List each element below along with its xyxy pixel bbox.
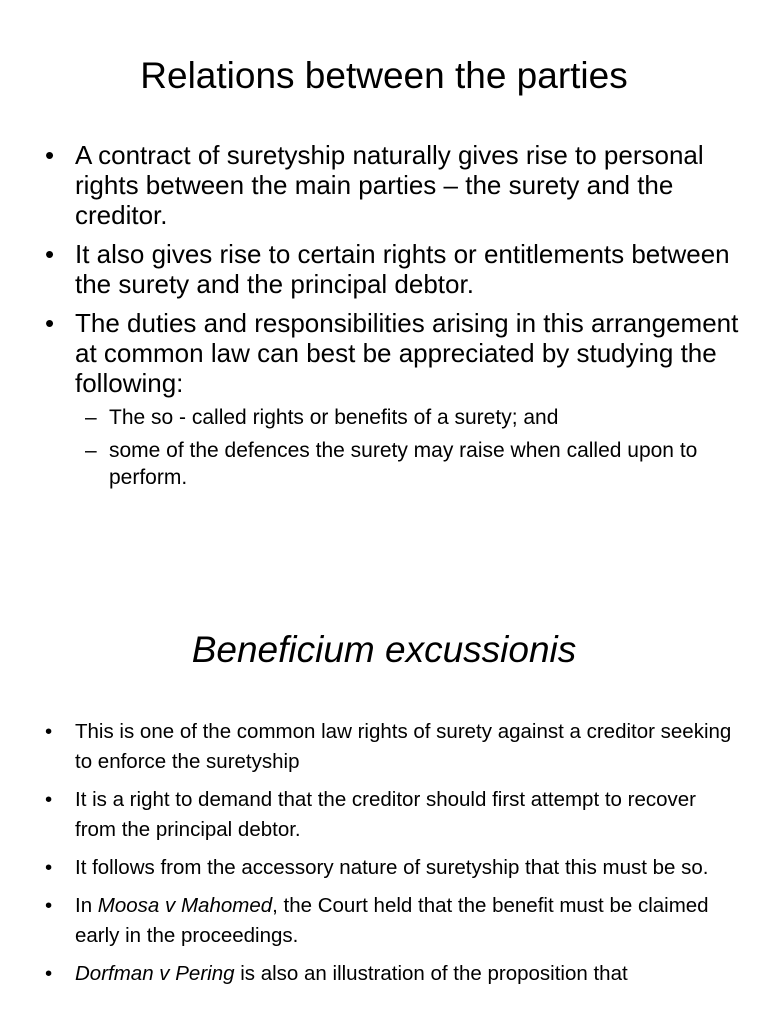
dash-icon: – [85,406,97,429]
bullet-dot-icon: • [45,140,55,170]
bullet-dot-icon: • [45,962,53,985]
sub-list-item: – some of the defences the surety may raise when called upon to perform. [85,439,698,489]
list-item: • Dorfman v Pering is also an illustration of the proposition that [45,959,735,989]
sub-bullet-list [75,404,745,491]
list-item: • It follows from the accessory nature of suretyship that this must be so. [45,853,735,883]
case-name: Moosa v Mahomed [97,894,273,917]
list-item: • In Moosa v Mahomed, the Court held that the benefit must be claimed early in the proceedings. [45,891,735,951]
sub-list-item: – The so - called rights or benefits of a surety; and [85,406,559,429]
list-item: • The duties and responsibilities arising in this arrangement at common law can best be appreciated by studying the following: – The so - called rights or benefits of a surety; and – some of the defences the surety may raise when called upon to perform. [45,308,745,491]
case-name: Dorfman v Pering [75,962,235,985]
list-item: • This is one of the common law rights of surety against a creditor seeking to enforce the suretyship [45,717,735,777]
bullet-list [45,140,745,500]
bullet-dot-icon: • [45,894,53,917]
bullet-dot-icon: • [45,239,55,269]
list-item: • It is a right to demand that the creditor should first attempt to recover from the principal debtor. [45,785,735,845]
bullet-dot-icon: • [45,856,53,879]
list-item: • A contract of suretyship naturally gives rise to personal rights between the main parties – the surety and the creditor. [45,140,704,230]
slide-title: Relations between the parties [140,55,628,96]
bullet-dot-icon: • [45,788,53,811]
list-item: • It also gives rise to certain rights or entitlements between the surety and the principal debtor. [45,239,730,299]
dash-icon: – [85,439,97,462]
slide-title: Beneficium excussionis [191,629,577,670]
slide-beneficium [0,512,768,1024]
bullet-dot-icon: • [45,720,53,743]
bullet-list [45,717,735,997]
bullet-dot-icon: • [45,308,55,338]
